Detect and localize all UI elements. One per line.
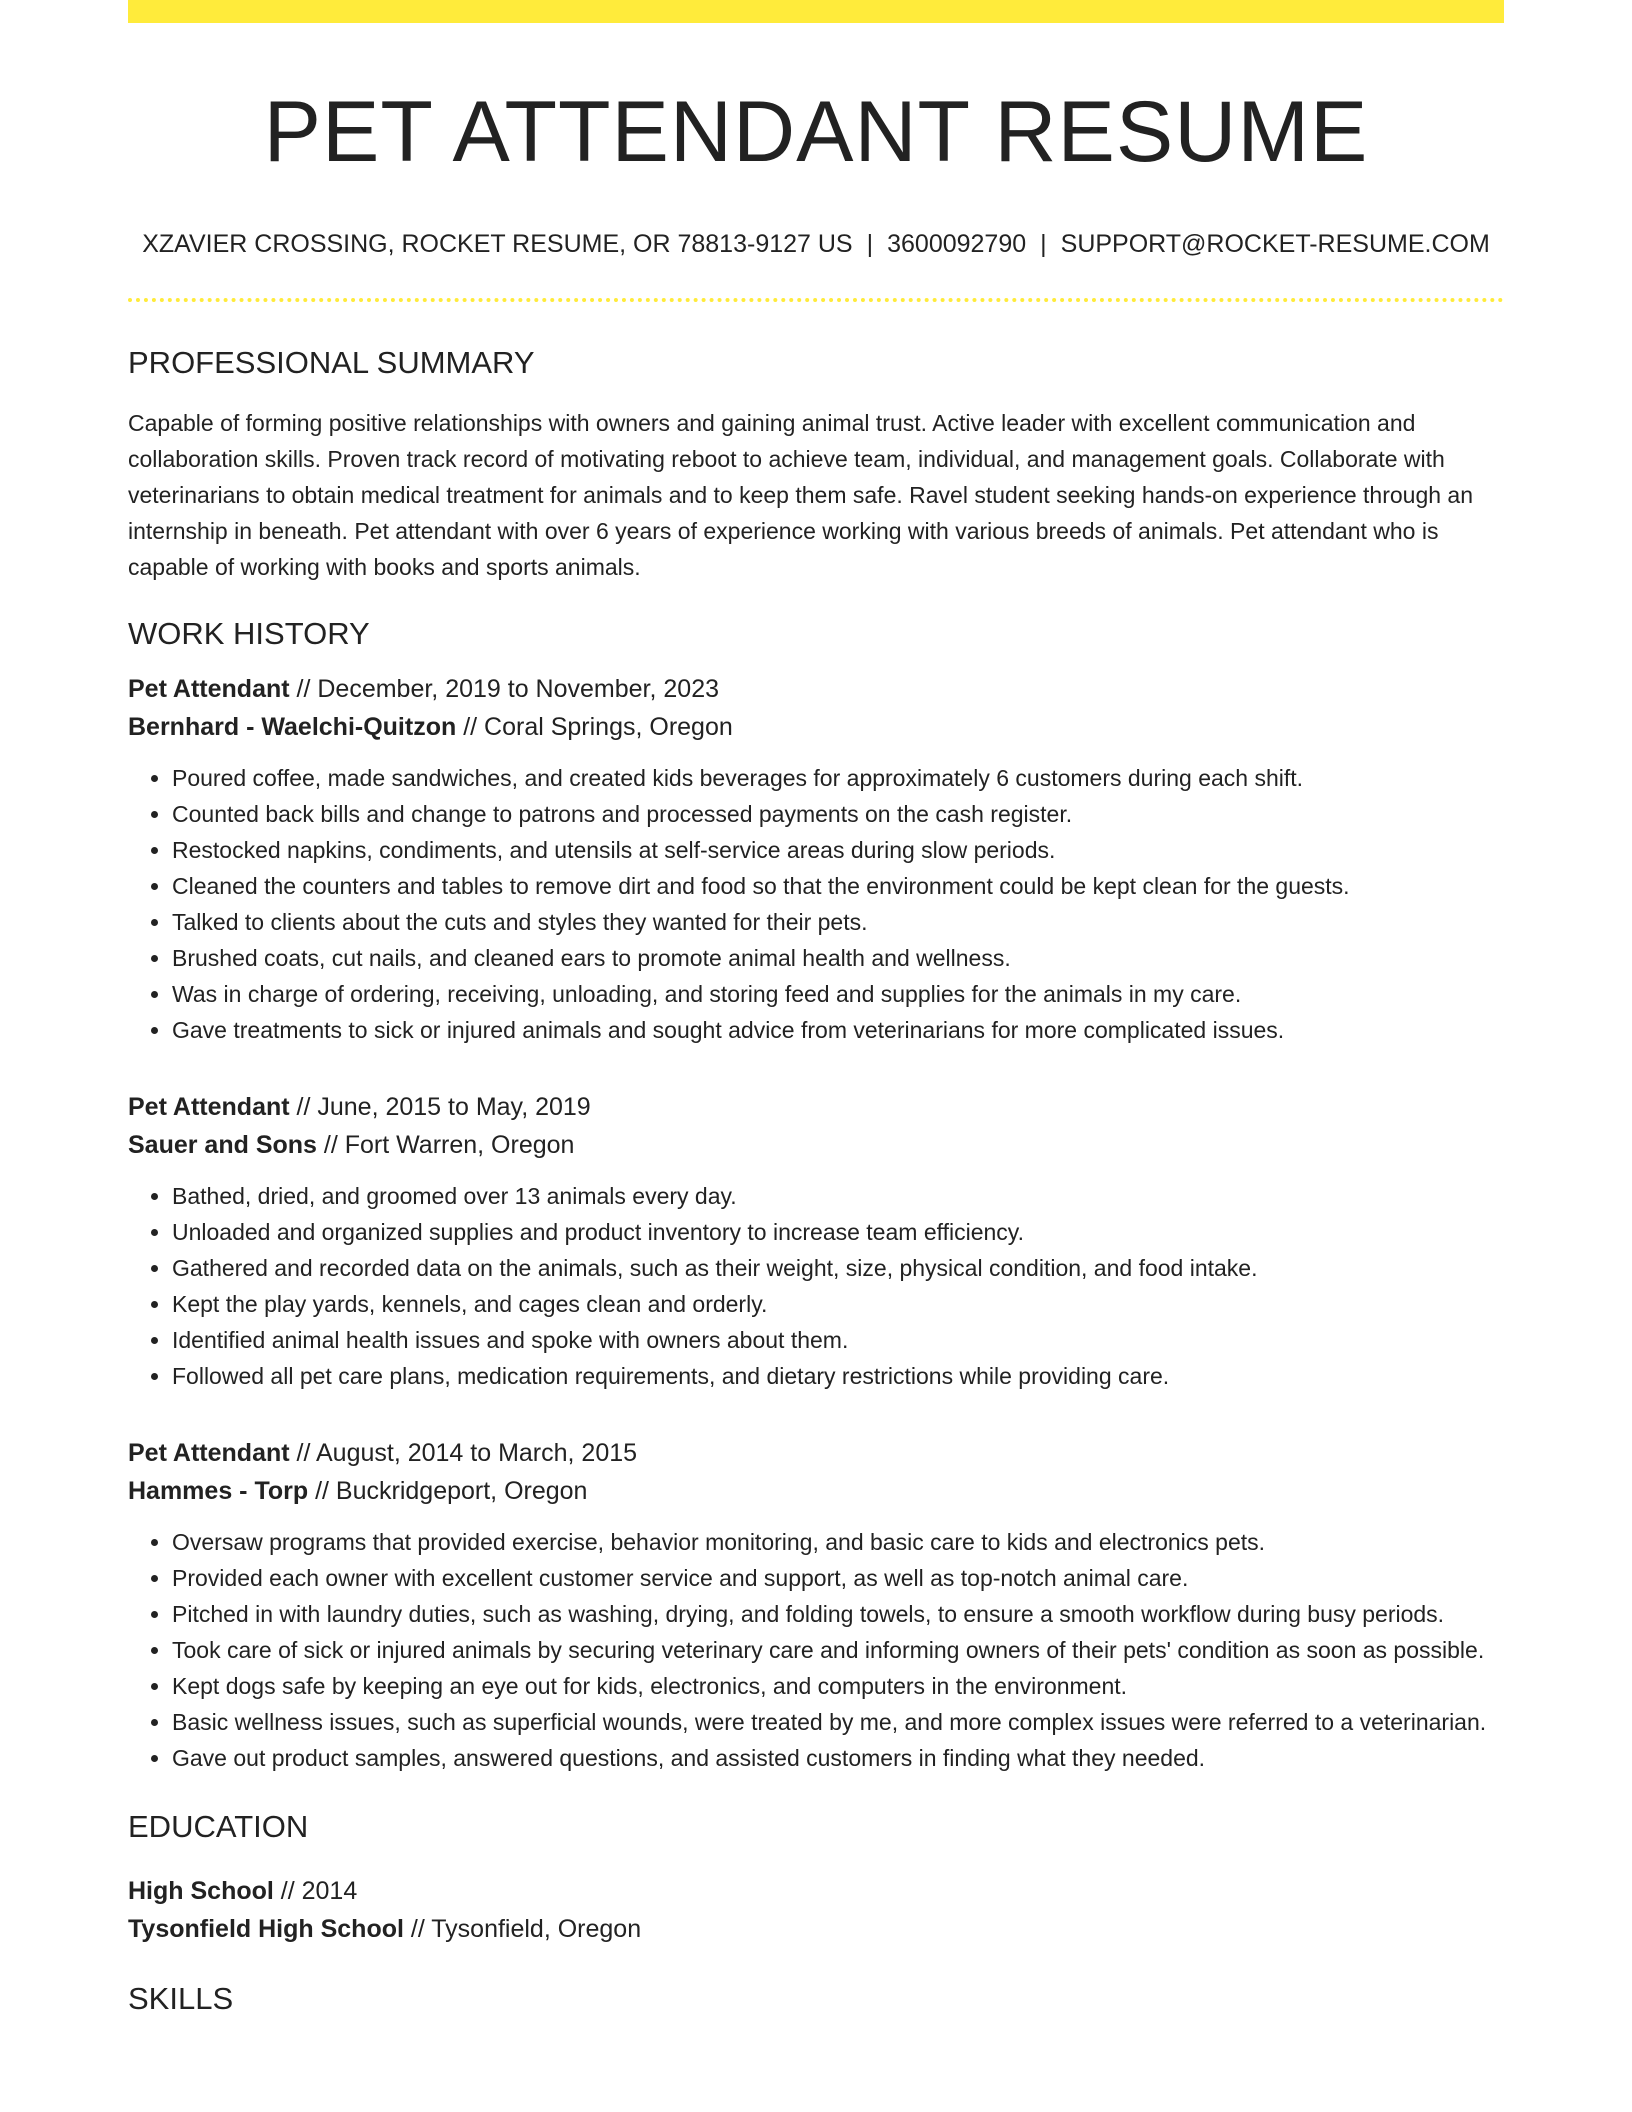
job-company-line xyxy=(128,708,1504,746)
job-company-line xyxy=(128,1126,1504,1164)
education-degree: High School xyxy=(128,1876,274,1905)
job-dates: // December, 2019 to November, 2023 xyxy=(296,675,720,704)
work-history-heading: WORK HISTORY xyxy=(128,616,370,652)
job-company-line xyxy=(128,1472,1504,1510)
bullet-item: • Restocked napkins, condiments, and utensils at self-service areas during slow periods. xyxy=(172,832,1504,868)
bullet-item: • Bathed, dried, and groomed over 13 animals every day. xyxy=(172,1178,1504,1214)
job-company: Sauer and Sons xyxy=(128,1131,317,1160)
education-location: // Tysonfield, Oregon xyxy=(410,1914,642,1943)
job-location: // Coral Springs, Oregon xyxy=(463,713,733,742)
job-bullets xyxy=(128,1178,1504,1394)
bullet-item: • Poured coffee, made sandwiches, and created kids beverages for approximately 6 customers during each shift. xyxy=(172,760,1504,796)
job-entry xyxy=(128,1088,1504,1394)
resume-title: PET ATTENDANT RESUME xyxy=(263,84,1369,180)
job-entry xyxy=(128,670,1504,1048)
education-school: Tysonfield High School xyxy=(128,1914,404,1943)
bullet-item: • Cleaned the counters and tables to remove dirt and food so that the environment could be kept clean for the guests. xyxy=(172,868,1504,904)
job-entry xyxy=(128,1434,1504,1776)
bullet-item: • Followed all pet care plans, medication requirements, and dietary restrictions while providing care. xyxy=(172,1358,1504,1394)
bullet-item: • Gave treatments to sick or injured animals and sought advice from veterinarians for more complicated issues. xyxy=(172,1012,1504,1048)
accent-top-bar xyxy=(128,0,1504,23)
job-location: // Fort Warren, Oregon xyxy=(323,1131,575,1160)
contact-email: SUPPORT@ROCKET-RESUME.COM xyxy=(1060,229,1490,258)
bullet-item: • Gave out product samples, answered questions, and assisted customers in finding what they needed. xyxy=(172,1740,1504,1776)
job-bullets xyxy=(128,1524,1504,1776)
job-dates: // June, 2015 to May, 2019 xyxy=(296,1093,591,1122)
bullet-item: • Counted back bills and change to patrons and processed payments on the cash register. xyxy=(172,796,1504,832)
education-degree-line xyxy=(128,1872,1504,1910)
contact-separator: | xyxy=(866,229,874,258)
bullet-item: • Kept dogs safe by keeping an eye out for kids, electronics, and computers in the environment. xyxy=(172,1668,1504,1704)
education-entry xyxy=(128,1872,1504,1948)
job-title-line xyxy=(128,1088,1504,1126)
resume-page xyxy=(128,0,1504,2017)
contact-line xyxy=(128,228,1504,261)
bullet-item: • Oversaw programs that provided exercise, behavior monitoring, and basic care to kids and electronics pets. xyxy=(172,1524,1504,1560)
job-bullets xyxy=(128,760,1504,1048)
bullet-item: • Was in charge of ordering, receiving, unloading, and storing feed and supplies for the animals in my care. xyxy=(172,976,1504,1012)
bullet-item: • Pitched in with laundry duties, such as washing, drying, and folding towels, to ensure a smooth workflow during busy periods. xyxy=(172,1596,1504,1632)
bullet-item: • Provided each owner with excellent customer service and support, as well as top-notch animal care. xyxy=(172,1560,1504,1596)
job-title: Pet Attendant xyxy=(128,1093,290,1122)
job-company: Bernhard - Waelchi-Quitzon xyxy=(128,713,457,742)
contact-address: XZAVIER CROSSING, ROCKET RESUME, OR 78813-9127 US xyxy=(142,229,853,258)
job-title-line xyxy=(128,670,1504,708)
job-title-line xyxy=(128,1434,1504,1472)
bullet-item: • Took care of sick or injured animals by securing veterinary care and informing owners of their pets' condition as soon as possible. xyxy=(172,1632,1504,1668)
job-location: // Buckridgeport, Oregon xyxy=(315,1477,588,1506)
education-heading: EDUCATION xyxy=(128,1809,309,1845)
bullet-item: • Brushed coats, cut nails, and cleaned ears to promote animal health and wellness. xyxy=(172,940,1504,976)
bullet-item: • Basic wellness issues, such as superficial wounds, were treated by me, and more complex issues were referred to a veterinarian. xyxy=(172,1704,1504,1740)
contact-phone: 3600092790 xyxy=(887,229,1027,258)
bullet-item: • Gathered and recorded data on the animals, such as their weight, size, physical condition, and food intake. xyxy=(172,1250,1504,1286)
job-title: Pet Attendant xyxy=(128,1439,290,1468)
bullet-item: • Unloaded and organized supplies and product inventory to increase team efficiency. xyxy=(172,1214,1504,1250)
summary-heading: PROFESSIONAL SUMMARY xyxy=(128,345,535,381)
job-title: Pet Attendant xyxy=(128,675,290,704)
job-company: Hammes - Torp xyxy=(128,1477,309,1506)
bullet-item: • Identified animal health issues and spoke with owners about them. xyxy=(172,1322,1504,1358)
education-school-line xyxy=(128,1910,1504,1948)
education-year: // 2014 xyxy=(280,1876,358,1905)
bullet-item: • Talked to clients about the cuts and styles they wanted for their pets. xyxy=(172,904,1504,940)
summary-text: Capable of forming positive relationships with owners and gaining animal trust. Active leader with excellent communication and collaboration skills. Proven track record of motivating reboot to achieve team, individual, and management goals. Collaborate with veterinarians to obtain medical treatment for animals and to keep them safe. Ravel student seeking hands-on experience through an internship in beneath. Pet attendant with over 6 years of experience working with various breeds of animals. Pet attendant who is capable of working with books and sports animals. xyxy=(128,410,1474,581)
dotted-divider xyxy=(128,298,1504,302)
skills-heading: SKILLS xyxy=(128,1980,234,2016)
job-dates: // August, 2014 to March, 2015 xyxy=(296,1439,638,1468)
contact-separator: | xyxy=(1040,229,1047,258)
bullet-item: • Kept the play yards, kennels, and cages clean and orderly. xyxy=(172,1286,1504,1322)
